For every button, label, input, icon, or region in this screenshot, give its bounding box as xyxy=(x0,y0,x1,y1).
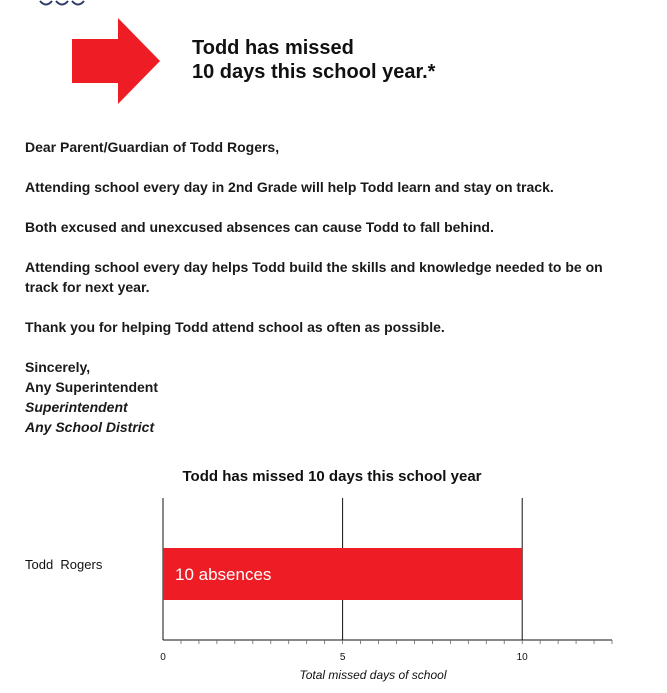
letter-paragraph-4: Thank you for helping Todd attend school as often as possible. xyxy=(25,319,445,335)
absence-bar-chart xyxy=(0,458,667,693)
headline-line-2: 10 days this school year.* xyxy=(192,61,436,83)
letter-paragraph-2: Both excused and unexcused absences can cause Todd to fall behind. xyxy=(25,219,494,235)
letter-greeting: Dear Parent/Guardian of Todd Rogers, xyxy=(25,139,280,155)
x-tick-label-10: 10 xyxy=(516,652,528,663)
x-tick-label-0: 0 xyxy=(160,652,166,663)
district-logo-icon xyxy=(38,0,88,8)
letter-signature xyxy=(25,357,635,437)
letter-closing: Sincerely, xyxy=(25,359,91,375)
bar-data-label-0: 10 absences xyxy=(175,565,272,584)
signer-district: Any School District xyxy=(25,419,155,435)
arrow-right-icon xyxy=(72,18,160,104)
signer-name: Any Superintendent xyxy=(25,379,159,395)
category-label-0: Todd Rogers xyxy=(25,557,103,572)
headline xyxy=(192,36,435,84)
headline-line-1: Todd has missed xyxy=(192,37,354,59)
chart-title: Todd has missed 10 days this school year xyxy=(182,468,482,485)
signer-role: Superintendent xyxy=(25,399,128,415)
letter-paragraph-3: Attending school every day helps Todd build the skills and knowledge needed to be on track for next year. xyxy=(25,259,603,295)
x-tick-label-5: 5 xyxy=(339,652,346,663)
letter-paragraph-1: Attending school every day in 2nd Grade will help Todd learn and stay on track. xyxy=(25,179,554,195)
x-axis-title: Total missed days of school xyxy=(299,668,447,682)
letter-body xyxy=(25,137,635,437)
